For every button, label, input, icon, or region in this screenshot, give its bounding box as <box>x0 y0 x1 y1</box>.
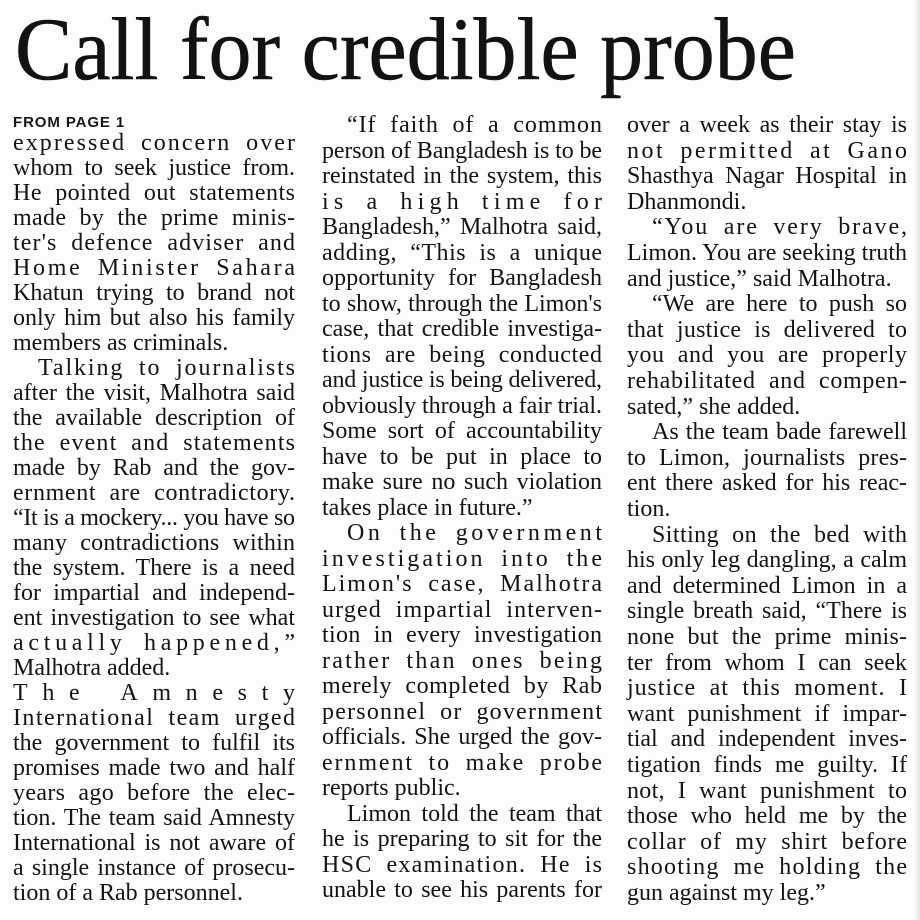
text-line: the government to fulfil its <box>13 730 295 757</box>
text-line: Khatun trying to brand not <box>13 280 295 307</box>
text-line: obviously through a fair trial. <box>322 392 602 419</box>
text-line: Limon. You are seeking truth <box>627 240 907 267</box>
text-line: the available description of <box>13 405 296 432</box>
text-line: members as criminals. <box>13 330 229 357</box>
text-line: International is not aware of <box>13 830 295 857</box>
text-line: a single instance of prosecu- <box>13 855 295 882</box>
text-line: tion. The team said Amnesty <box>13 805 295 832</box>
text-line: Home Minister Sahara <box>13 255 298 282</box>
text-line: you and you are properly <box>627 342 908 369</box>
paragraph-start-line: Limon told the team that <box>347 800 602 827</box>
text-line: justice at this moment. I <box>627 675 908 702</box>
text-line: person of Bangladesh is to be <box>322 137 602 164</box>
text-line: is a high time for <box>322 188 608 215</box>
paragraph-start-line: Sitting on the bed with <box>652 521 908 548</box>
page-edge-shadow <box>914 0 920 920</box>
text-line: Shasthya Nagar Hospital in <box>627 163 907 190</box>
text-line: personnel or government <box>322 698 604 725</box>
paragraph-start-line: As the team bade farewell <box>652 419 907 446</box>
text-line: officials. She urged the gov- <box>322 724 602 751</box>
text-line: tion of a Rab personnel. <box>13 880 243 907</box>
text-line: ter from whom I can seek <box>627 649 908 676</box>
article-column-2 <box>322 112 608 904</box>
text-line: single breath said, “There is <box>627 598 907 625</box>
text-line: rehabilitated and compen- <box>627 368 908 395</box>
paragraph-start-line: On the government <box>347 520 606 547</box>
text-line: for impartial and independ- <box>13 580 295 607</box>
text-line: the event and statements <box>13 430 297 457</box>
text-line: tial and independent inves- <box>627 726 908 753</box>
text-line: those who held me by the <box>627 803 908 830</box>
text-line: gun against my leg.” <box>627 879 826 906</box>
text-line: whom to seek justice from. <box>13 155 295 182</box>
paragraph-start-line: Talking to journalists <box>38 355 297 382</box>
text-line: rather than ones being <box>322 647 605 674</box>
text-line: made by Rab and the gov- <box>13 455 295 482</box>
text-line: and justice is being delivered, <box>322 367 602 394</box>
text-line: ter's defence adviser and <box>13 230 297 257</box>
text-line: expressed concern over <box>13 130 298 157</box>
text-line: actually happened,” <box>13 630 300 657</box>
text-line: merely completed by Rab <box>322 673 603 700</box>
text-line: not, I want punishment to <box>627 777 908 804</box>
text-line: not permitted at Gano <box>627 137 910 164</box>
text-line: opportunity for Bangladesh <box>322 265 603 292</box>
text-line: International team urged <box>13 705 297 732</box>
text-line: He pointed out statements <box>13 180 296 207</box>
text-line: urged impartial interven- <box>322 596 604 623</box>
text-line: takes place in future.” <box>322 494 533 521</box>
article-column-1 <box>13 130 310 907</box>
headline: Call for credible probe <box>15 1 796 99</box>
paragraph-start-line: “If faith of a common <box>347 112 603 139</box>
text-line: to Limon, journalists pres- <box>627 444 908 471</box>
jump-line-label: FROM PAGE 1 <box>13 114 126 131</box>
text-line: case, that credible investiga- <box>322 316 602 343</box>
text-line: tions are being conducted <box>322 341 603 368</box>
text-line: his only leg dangling, a calm <box>627 547 907 574</box>
text-line: to show, through the Limon's <box>322 290 602 317</box>
text-line: that justice is delivered to <box>627 316 908 343</box>
text-line: make sure no such violation <box>322 469 602 496</box>
text-line: shooting me holding the <box>627 854 909 881</box>
text-line: tion in every investigation <box>322 622 603 649</box>
text-line: have to be put in place to <box>322 443 602 470</box>
text-line: the system. There is a need <box>13 555 295 582</box>
paragraph-start-line: “We are here to push so <box>652 291 907 318</box>
text-line: Limon's case, Malhotra <box>322 571 604 598</box>
text-line: after the visit, Malhotra said <box>13 380 295 407</box>
text-line: tigation finds me guilty. If <box>627 751 908 778</box>
text-line: ent there asked for his reac- <box>627 470 907 497</box>
text-line: sated,” she added. <box>627 393 801 420</box>
text-line: reports public. <box>322 775 461 802</box>
text-line: over a week as their stay is <box>627 112 907 139</box>
text-line: many contradictions within <box>13 530 296 557</box>
text-line: Malhotra added. <box>13 655 171 682</box>
article-column-3 <box>627 112 910 906</box>
text-line: want punishment if impar- <box>627 700 908 727</box>
text-line: none but the prime minis- <box>627 623 908 650</box>
text-line: ernment to make probe <box>322 749 604 776</box>
text-line: HSC examination. He is <box>322 851 604 878</box>
text-line: ent investigation to see what <box>13 605 295 632</box>
text-line: Dhanmondi. <box>627 188 747 215</box>
text-line: made by the prime minis- <box>13 205 296 232</box>
text-line: investigation into the <box>322 545 606 572</box>
text-line: and justice,” said Malhotra. <box>627 265 892 292</box>
text-line: he is preparing to sit for the <box>322 826 602 853</box>
text-line: adding, “This is a unique <box>322 239 603 266</box>
text-line: only him but also his family <box>13 305 295 332</box>
text-line: and determined Limon in a <box>627 572 907 599</box>
text-line: years ago before the elec- <box>13 780 296 807</box>
text-line: unable to see his parents for <box>322 877 602 904</box>
paragraph-start-line: “You are very brave, <box>652 214 909 241</box>
text-line: Some sort of accountability <box>322 418 602 445</box>
text-line: ernment are contradictory. <box>13 480 296 507</box>
text-line: promises made two and half <box>13 755 295 782</box>
text-line: collar of my shirt before <box>627 828 908 855</box>
paragraph-start-line: The Amnesty <box>13 680 310 707</box>
text-line: reinstated in the system, this <box>322 163 602 190</box>
text-line: “It is a mockery... you have so <box>13 505 295 532</box>
text-line: tion. <box>627 496 671 522</box>
text-line: Bangladesh,” Malhotra said, <box>322 214 602 241</box>
